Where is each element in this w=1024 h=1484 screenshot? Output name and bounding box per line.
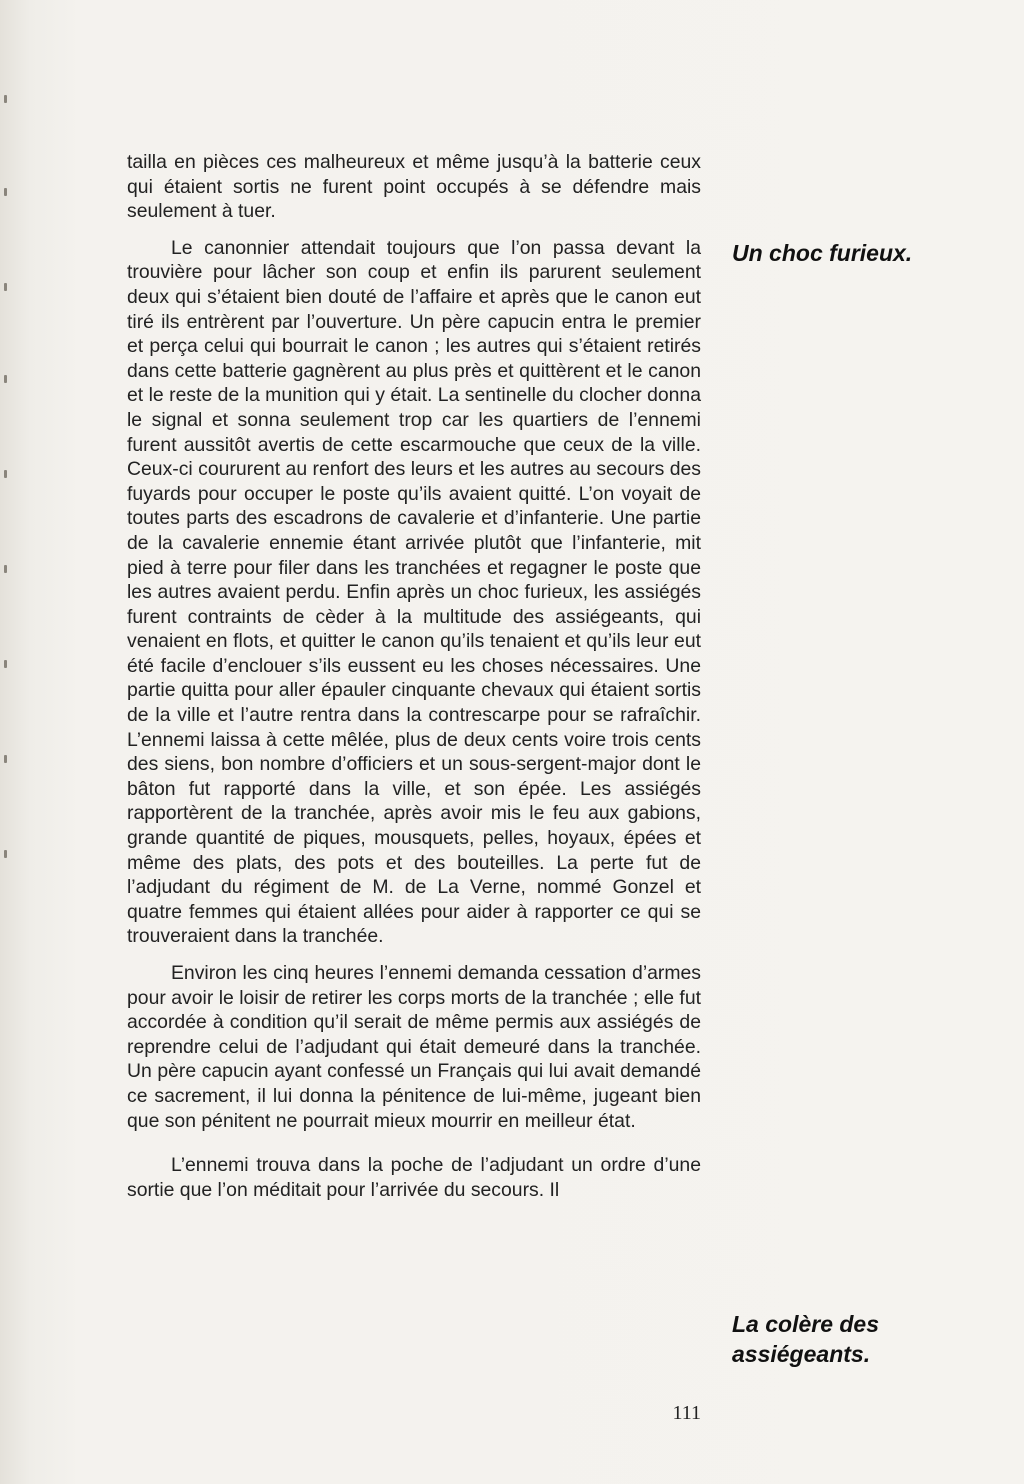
page-number: 111 bbox=[672, 1402, 701, 1424]
binding-holes bbox=[2, 0, 12, 1484]
paragraph-3: Environ les cinq heures l’ennemi demanda cessation d’armes pour avoir le loisir de retirer les corps morts de la tranchée ; elle fut accordée à condition qu’il serait de même permis aux assiégés de reprendre celui de l’adjudant qui était demeuré dans la tranchée. Un père capucin ayant confessé un Français qui lui avait demandé ce sacrement, il lui donna la pénitence de lui-même, jugeant bien que son pénitent ne pourrait mieux mourrir en meilleur état. bbox=[127, 962, 701, 1132]
body-text bbox=[127, 150, 701, 1202]
sidenote-colere bbox=[732, 1309, 982, 1369]
paragraph-1: tailla en pièces ces malheureux et même jusqu’à la batterie ceux qui étaient sortis ne furent point occupés à se défendre mais seulement à tuer. bbox=[127, 151, 701, 223]
sidenote-colere-line2: assiégeants. bbox=[732, 1341, 871, 1367]
paragraph-2: Le canonnier attendait toujours que l’on passa devant la trouvière pour lâcher son coup et enfin ils parurent seulement deux qui s’étaient bien douté de l’affaire et après que le canon eut tiré ils entrèrent par l’ouverture. Un père capucin entra le premier et perça celui qui bourrait le canon ; les autres qui s’étaient retirés dans cette batterie gagnèrent au plus près et quittèrent et le canon et le reste de la munition qui y était. La sentinelle du clocher donna le signal et sonna seulement trop car les quartiers de l’ennemi furent aussitôt avertis de cette escarmouche que ceux de la ville. Ceux-ci coururent au renfort des leurs et les autres au secours des fuyards pour occuper le poste qu’ils avaient quitté. L’on voyait de toutes parts des escadrons de cavalerie et d’infanterie. Une partie de la cavalerie ennemie étant arrivée plutôt que l’infanterie, mit pied à terre pour filer dans les tranchées et regagner le poste que les autres avaient perdu. Enfin après un choc furieux, les assiégés furent contraints de cèder à la multitude des assiégeants, qui venaient en flots, et quitter le canon qu’ils tenaient et qu’ils leur eut été facile d’enclouer s’ils eussent eu les choses nécessaires. Une partie quitta pour aller épauler cinquante chevaux qui étaient sortis de la ville et l’autre rentra dans la contrescarpe pour se rafraîchir. L’ennemi laissa à cette mêlée, plus de deux cents voire trois cents des siens, bon nombre d’officiers et un sous-sergent-major dont le bâton fut rapporté dans la ville, et son épée. Les assiégés rapportèrent de la tranchée, après avoir mis le feu aux gabions, grande quantité de piques, mousquets, pelles, hoyaux, épées et même des plats, des pots et des bouteilles. La perte fut de l’adjudant du régiment de M. de La Verne, nommé Gonzel et quatre femmes qui étaient allées pour aider à rapporter ce qui se trouveraient dans la tranchée. bbox=[127, 236, 701, 948]
paragraph-4: L’ennemi trouva dans la poche de l’adjudant un ordre d’une sortie que l’on méditait pour l’arrivée du secours. Il bbox=[127, 1154, 701, 1201]
sidenote-colere-line1: La colère des bbox=[732, 1311, 880, 1337]
sidenote-choc-furieux: Un choc furieux. bbox=[732, 240, 913, 266]
